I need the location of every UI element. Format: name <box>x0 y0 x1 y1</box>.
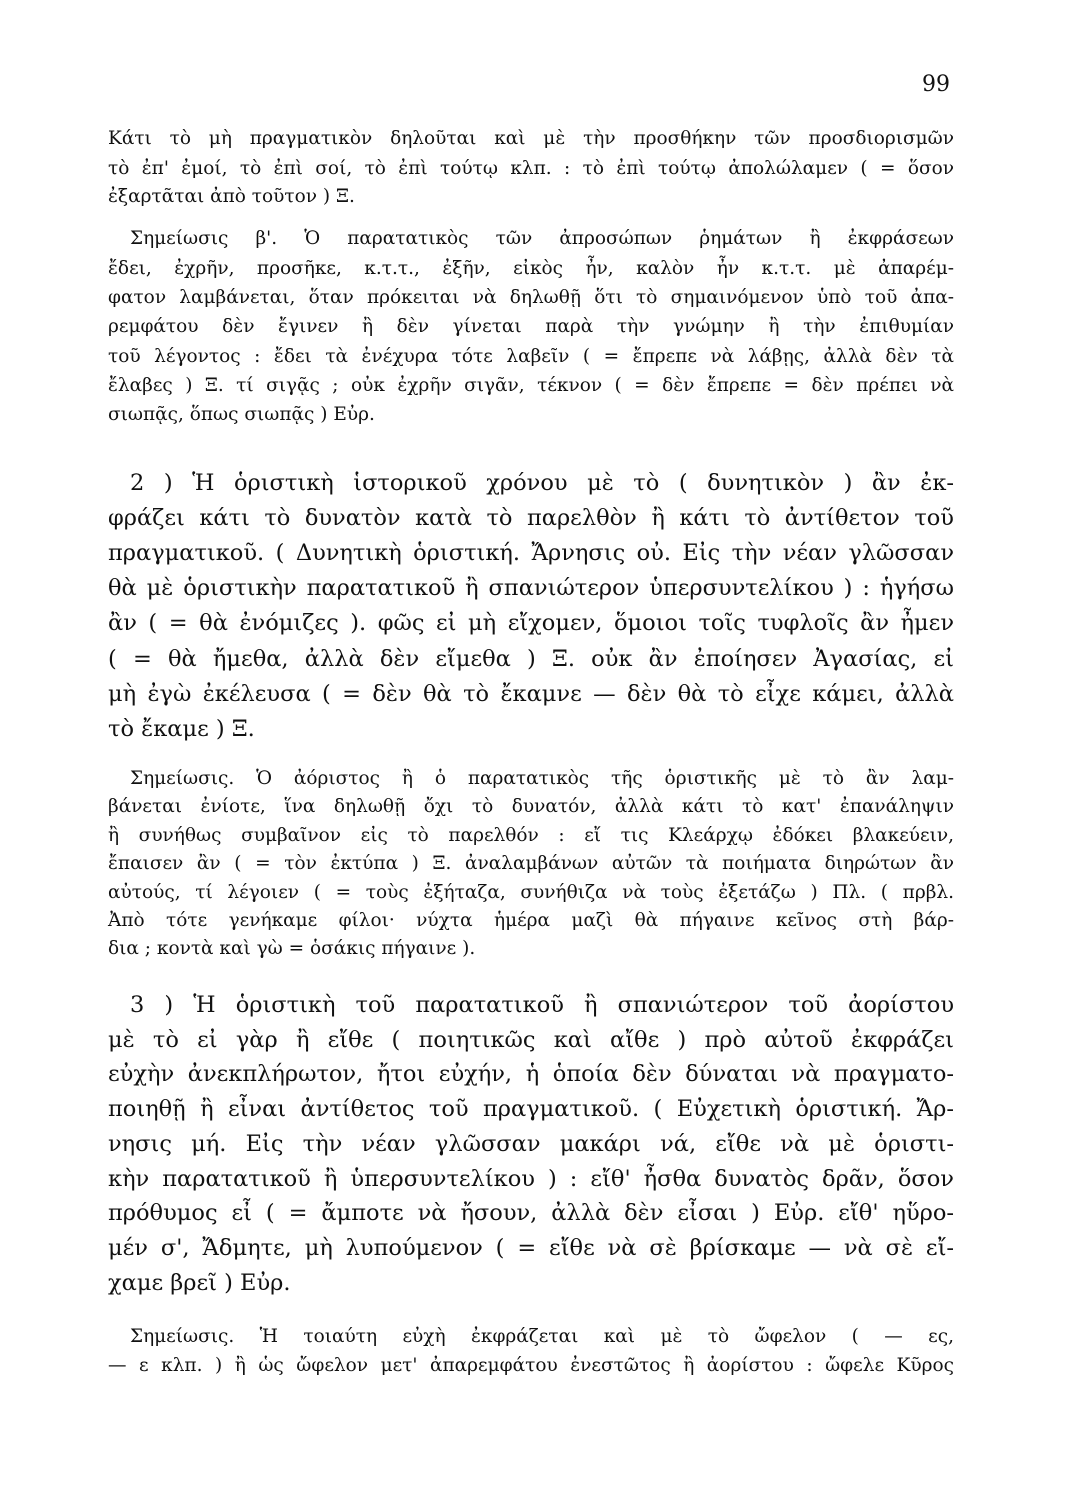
text-line: τὸ ἔκαμε ) Ξ. <box>108 716 255 742</box>
text-line: Κάτι τὸ μὴ πραγματικὸν δηλοῦται καὶ μὲ τὴν προσθήκην τῶν προσδιορισμῶν <box>108 128 954 149</box>
text-line: μὴ ἐγὼ ἐκέλευσα ( = δὲν θὰ τὸ ἔκαμνε — δὲν θὰ τὸ εἶχε κάμει, ἀλλὰ <box>108 681 954 707</box>
text-line: δια ; κοντὰ καὶ γὼ = ὁσάκις πήγαινε ). <box>108 938 476 959</box>
page-number: 99 <box>922 72 950 97</box>
text-line: ἐξαρτᾶται ἀπὸ τοῦτον ) Ξ. <box>108 186 355 207</box>
text-line: ρεμφάτου δὲν ἔγινεν ἢ δὲν γίνεται παρὰ τὴν γνώμην ἢ τὴν ἐπιθυμίαν <box>108 316 954 337</box>
text-line: χαμε βρεῖ ) Εὐρ. <box>108 1270 291 1296</box>
text-line: μέν σ', Ἄδμητε, μὴ λυπούμενον ( = εἴθε νὰ σὲ βρίσκαμε — νὰ σὲ εἴ- <box>108 1235 954 1261</box>
text-line: 2 ) Ἡ ὁριστικὴ ἱστορικοῦ χρόνου μὲ τὸ ( δυνητικὸν ) ἂν ἐκ- <box>130 470 954 496</box>
text-line: ( = θὰ ἤμεθα, ἀλλὰ δὲν εἴμεθα ) Ξ. οὐκ ἂν ἐποίησεν Ἀγασίας, εἰ <box>108 646 954 672</box>
text-line: Σημείωσις β'. Ὁ παρατατικὸς τῶν ἀπροσώπων ῥημάτων ἢ ἐκφράσεων <box>130 228 954 249</box>
text-line: Σημείωσις. Ἡ τοιαύτη εὐχὴ ἐκφράζεται καὶ μὲ τὸ ὤφελον ( — ες, <box>130 1326 954 1347</box>
text-line: τοῦ λέγοντος : ἔδει τὰ ἐνέχυρα τότε λαβεῖν ( = ἔπρεπε νὰ λάβῃς, ἀλλὰ δὲν τὰ <box>108 346 954 367</box>
text-line: ἔπαισεν ἂν ( = τὸν ἐκτύπα ) Ξ. ἀναλαμβάνων αὐτῶν τὰ ποιήματα διηρώτων ἂν <box>108 853 954 874</box>
text-line: ἔδει, ἐχρῆν, προσῆκε, κ.τ.τ., ἐξῆν, εἰκὸς ἦν, καλὸν ἦν κ.τ.τ. μὲ ἀπαρέμ- <box>108 258 954 279</box>
text-line: θὰ μὲ ὁριστικὴν παρατατικοῦ ἢ σπανιώτερον ὑπερσυντελίκου ) : ἡγήσω <box>108 575 954 601</box>
text-line: — ε κλπ. ) ἢ ὡς ὤφελον μετ' ἀπαρεμφάτου ἐνεστῶτος ἢ ἀορίστου : ὤφελε Κῦρος <box>108 1355 954 1376</box>
text-line: φράζει κάτι τὸ δυνατὸν κατὰ τὸ παρελθὸν ἢ κάτι τὸ ἀντίθετον τοῦ <box>108 505 954 531</box>
text-line: βάνεται ἐνίοτε, ἵνα δηλωθῇ ὄχι τὸ δυνατόν, ἀλλὰ κάτι τὸ κατ' ἐπανάληψιν <box>108 796 954 817</box>
text-line: πραγματικοῦ. ( Δυνητικὴ ὁριστική. Ἄρνησις οὐ. Εἰς τὴν νέαν γλῶσσαν <box>108 540 954 566</box>
text-line: μὲ τὸ εἰ γὰρ ἢ εἴθε ( ποιητικῶς καὶ αἴθε ) πρὸ αὐτοῦ ἐκφράζει <box>108 1027 954 1053</box>
text-line: 3 ) Ἡ ὁριστικὴ τοῦ παρατατικοῦ ἢ σπανιώτερον τοῦ ἀορίστου <box>130 992 954 1018</box>
text-line: ἔλαβες ) Ξ. τί σιγᾷς ; οὐκ ἐχρῆν σιγᾶν, τέκνον ( = δὲν ἔπρεπε = δὲν πρέπει νὰ <box>108 375 954 396</box>
text-line: κὴν παρατατικοῦ ἢ ὑπερσυντελίκου ) : εἴθ' ἦσθα δυνατὸς δρᾶν, ὅσον <box>108 1166 954 1192</box>
text-line: φατον λαμβάνεται, ὅταν πρόκειται νὰ δηλωθῇ ὅτι τὸ σημαινόμενον ὑπὸ τοῦ ἀπα- <box>108 287 954 308</box>
text-line: σιωπᾷς, ὅπως σιωπᾷς ) Εὐρ. <box>108 404 375 425</box>
text-line: ἢ συνήθως συμβαῖνον εἰς τὸ παρελθόν : εἴ τις Κλεάρχῳ ἐδόκει βλακεύειν, <box>108 825 954 846</box>
text-line: αὐτούς, τί λέγοιεν ( = τοὺς ἐξήταζα, συνήθιζα νὰ τοὺς ἐξετάζω ) Πλ. ( πρβλ. <box>108 882 954 903</box>
text-line: ποιηθῇ ἢ εἶναι ἀντίθετος τοῦ πραγματικοῦ. ( Εὐχετικὴ ὁριστική. Ἄρ- <box>108 1096 954 1122</box>
text-line: εὐχὴν ἀνεκπλήρωτον, ἤτοι εὐχήν, ἡ ὁποία δὲν δύναται νὰ πραγματο- <box>108 1061 954 1087</box>
text-line: νησις μή. Εἰς τὴν νέαν γλῶσσαν μακάρι νά, εἴθε νὰ μὲ ὁριστι- <box>108 1131 954 1157</box>
text-line: πρόθυμος εἶ ( = ἄμποτε νὰ ἤσουν, ἀλλὰ δὲν εἶσαι ) Εὐρ. εἴθ' ηὕρο- <box>108 1200 954 1226</box>
text-line: Σημείωσις. Ὁ ἀόριστος ἢ ὁ παρατατικὸς τῆς ὁριστικῆς μὲ τὸ ἂν λαμ- <box>130 768 954 789</box>
text-line: Ἀπὸ τότε γενήκαμε φίλοι· νύχτα ἡμέρα μαζὶ θὰ πήγαινε κεῖνος στὴ βάρ- <box>108 910 954 931</box>
text-line: ἂν ( = θὰ ἐνόμιζες ). φῶς εἰ μὴ εἴχομεν, ὅμοιοι τοῖς τυφλοῖς ἂν ἦμεν <box>108 610 954 636</box>
text-line: τὸ ἐπ' ἐμοί, τὸ ἐπὶ σοί, τὸ ἐπὶ τούτῳ κλπ. : τὸ ἐπὶ τούτῳ ἀπολώλαμεν ( = ὅσον <box>108 158 954 179</box>
